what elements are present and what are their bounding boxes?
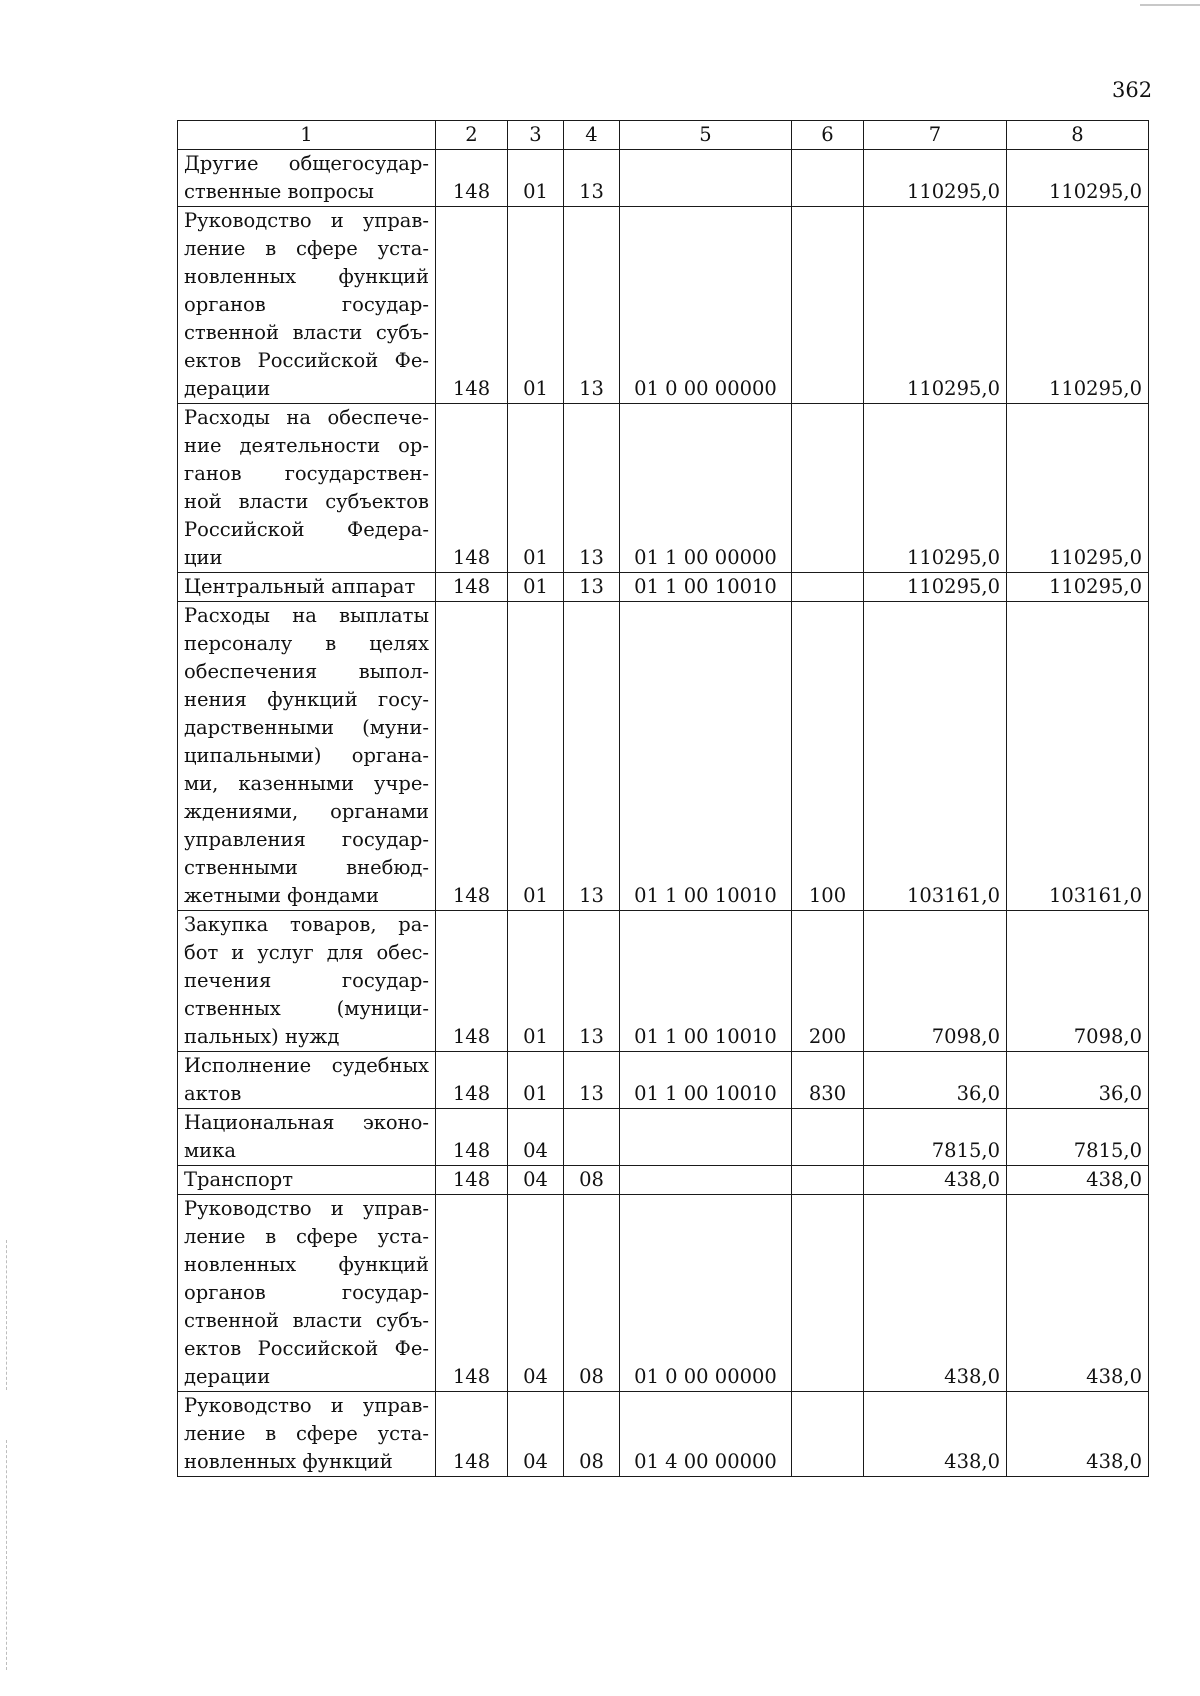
row-name-cell <box>178 573 436 602</box>
column-header-8: 8 <box>1007 121 1149 150</box>
table-row <box>178 911 1149 1052</box>
row-name-line: ственной власти субъ- <box>184 1309 429 1332</box>
row-name-line: ектов Российской Фе- <box>184 349 429 372</box>
target-article-cell: 01 0 00 00000 <box>620 1195 792 1392</box>
row-name-line: Расходы на обеспече- <box>184 406 429 429</box>
scan-edge-mark <box>6 1440 9 1670</box>
amount-cell-8: 103161,0 <box>1007 602 1149 911</box>
row-name-cell <box>178 1166 436 1195</box>
section-code-cell: 04 <box>508 1195 564 1392</box>
section-code-cell: 01 <box>508 404 564 573</box>
row-name-line: Транспорт <box>184 1168 294 1191</box>
amount-cell-8: 7815,0 <box>1007 1109 1149 1166</box>
expense-type-cell: 830 <box>792 1052 864 1109</box>
amount-cell-7: 103161,0 <box>864 602 1007 911</box>
row-name-line: ние деятельности ор- <box>184 434 429 457</box>
expense-type-cell <box>792 1195 864 1392</box>
column-header-7: 7 <box>864 121 1007 150</box>
amount-cell-7: 110295,0 <box>864 150 1007 207</box>
section-code-cell: 01 <box>508 602 564 911</box>
table-row <box>178 150 1149 207</box>
subsection-code-cell: 08 <box>564 1166 620 1195</box>
amount-cell-8: 110295,0 <box>1007 207 1149 404</box>
section-code-cell: 01 <box>508 911 564 1052</box>
amount-cell-8: 110295,0 <box>1007 150 1149 207</box>
page-number: 362 <box>1112 78 1153 102</box>
ministry-code-cell: 148 <box>436 1109 508 1166</box>
row-name-line: управления государ- <box>184 828 429 851</box>
row-name-cell <box>178 911 436 1052</box>
column-header-2: 2 <box>436 121 508 150</box>
row-name-cell <box>178 150 436 207</box>
row-name-line: Руководство и управ- <box>184 209 429 232</box>
subsection-code-cell: 13 <box>564 404 620 573</box>
row-name-line: Руководство и управ- <box>184 1197 429 1220</box>
amount-cell-7: 110295,0 <box>864 573 1007 602</box>
amount-cell-8: 438,0 <box>1007 1392 1149 1477</box>
subsection-code-cell: 08 <box>564 1195 620 1392</box>
ministry-code-cell: 148 <box>436 150 508 207</box>
amount-cell-7: 7098,0 <box>864 911 1007 1052</box>
column-header-6: 6 <box>792 121 864 150</box>
expense-type-cell <box>792 1166 864 1195</box>
row-name-line: органов государ- <box>184 1281 429 1304</box>
table-body <box>178 150 1149 1477</box>
amount-cell-7: 110295,0 <box>864 207 1007 404</box>
amount-cell-8: 7098,0 <box>1007 911 1149 1052</box>
row-name-line: ственных (муници- <box>184 997 429 1020</box>
row-name-line: Руководство и управ- <box>184 1394 429 1417</box>
budget-table <box>177 120 1149 1477</box>
target-article-cell <box>620 150 792 207</box>
section-code-cell: 01 <box>508 573 564 602</box>
ministry-code-cell: 148 <box>436 573 508 602</box>
subsection-code-cell: 13 <box>564 150 620 207</box>
row-name-line: Исполнение судебных <box>184 1054 429 1077</box>
row-name-line: ганов государствен- <box>184 462 429 485</box>
table-row <box>178 602 1149 911</box>
column-header-3: 3 <box>508 121 564 150</box>
ministry-code-cell: 148 <box>436 207 508 404</box>
row-name-line: Расходы на выплаты <box>184 604 429 627</box>
row-name-line: обеспечения выпол- <box>184 660 429 683</box>
row-name-line: дарственными (муни- <box>184 716 429 739</box>
expense-type-cell <box>792 1392 864 1477</box>
row-name-line: ление в сфере уста- <box>184 1422 429 1445</box>
scan-corner-mark <box>1140 4 1200 6</box>
section-code-cell: 04 <box>508 1392 564 1477</box>
row-name-cell <box>178 1109 436 1166</box>
row-name-line: ждениями, органами <box>184 800 429 823</box>
subsection-code-cell: 13 <box>564 573 620 602</box>
row-name-line: ции <box>184 546 223 569</box>
expense-type-cell <box>792 573 864 602</box>
amount-cell-7: 438,0 <box>864 1195 1007 1392</box>
expense-type-cell <box>792 207 864 404</box>
row-name-cell <box>178 207 436 404</box>
ministry-code-cell: 148 <box>436 1052 508 1109</box>
ministry-code-cell: 148 <box>436 404 508 573</box>
target-article-cell <box>620 1166 792 1195</box>
column-header-1: 1 <box>178 121 436 150</box>
row-name-line: новленных функций <box>184 1450 393 1473</box>
column-header-4: 4 <box>564 121 620 150</box>
row-name-line: ственной власти субъ- <box>184 321 429 344</box>
target-article-cell: 01 1 00 10010 <box>620 911 792 1052</box>
table-row <box>178 1052 1149 1109</box>
row-name-line: мика <box>184 1139 236 1162</box>
amount-cell-7: 110295,0 <box>864 404 1007 573</box>
row-name-cell <box>178 404 436 573</box>
expense-type-cell <box>792 1109 864 1166</box>
table-row <box>178 1392 1149 1477</box>
row-name-cell <box>178 1195 436 1392</box>
section-code-cell: 01 <box>508 1052 564 1109</box>
amount-cell-8: 438,0 <box>1007 1195 1149 1392</box>
subsection-code-cell: 08 <box>564 1392 620 1477</box>
subsection-code-cell: 13 <box>564 207 620 404</box>
expense-type-cell <box>792 404 864 573</box>
row-name-cell <box>178 1052 436 1109</box>
row-name-line: печения государ- <box>184 969 429 992</box>
subsection-code-cell: 13 <box>564 911 620 1052</box>
row-name-line: Другие общегосудар- <box>184 152 429 175</box>
row-name-line: бот и услуг для обес- <box>184 941 429 964</box>
table-row <box>178 404 1149 573</box>
row-name-line: Закупка товаров, ра- <box>184 913 429 936</box>
row-name-line: ственными внебюд- <box>184 856 429 879</box>
header-row <box>178 121 1149 150</box>
row-name-cell <box>178 602 436 911</box>
amount-cell-8: 438,0 <box>1007 1166 1149 1195</box>
table-row <box>178 573 1149 602</box>
row-name-line: Национальная эконо- <box>184 1111 429 1134</box>
section-code-cell: 04 <box>508 1109 564 1166</box>
table-row <box>178 1109 1149 1166</box>
row-name-line: нения функций госу- <box>184 688 429 711</box>
row-name-line: ми, казенными учре- <box>184 772 429 795</box>
row-name-line: пальных) нужд <box>184 1025 340 1048</box>
row-name-cell <box>178 1392 436 1477</box>
target-article-cell: 01 1 00 10010 <box>620 1052 792 1109</box>
ministry-code-cell: 148 <box>436 1392 508 1477</box>
row-name-line: ление в сфере уста- <box>184 1225 429 1248</box>
row-name-line: дерации <box>184 1365 271 1388</box>
table-row <box>178 1195 1149 1392</box>
row-name-line: органов государ- <box>184 293 429 316</box>
subsection-code-cell: 13 <box>564 602 620 911</box>
column-header-5: 5 <box>620 121 792 150</box>
subsection-code-cell: 13 <box>564 1052 620 1109</box>
target-article-cell: 01 4 00 00000 <box>620 1392 792 1477</box>
row-name-line: ление в сфере уста- <box>184 237 429 260</box>
subsection-code-cell <box>564 1109 620 1166</box>
section-code-cell: 04 <box>508 1166 564 1195</box>
expense-type-cell: 100 <box>792 602 864 911</box>
row-name-line: Центральный аппарат <box>184 575 416 598</box>
table-row <box>178 207 1149 404</box>
amount-cell-8: 36,0 <box>1007 1052 1149 1109</box>
amount-cell-7: 438,0 <box>864 1392 1007 1477</box>
ministry-code-cell: 148 <box>436 911 508 1052</box>
row-name-line: жетными фондами <box>184 884 379 907</box>
row-name-line: ципальными) органа- <box>184 744 429 767</box>
row-name-line: актов <box>184 1082 242 1105</box>
amount-cell-7: 36,0 <box>864 1052 1007 1109</box>
section-code-cell: 01 <box>508 150 564 207</box>
target-article-cell: 01 0 00 00000 <box>620 207 792 404</box>
row-name-line: Российской Федера- <box>184 518 429 541</box>
table-row <box>178 1166 1149 1195</box>
amount-cell-7: 7815,0 <box>864 1109 1007 1166</box>
row-name-line: ной власти субъектов <box>184 490 429 513</box>
ministry-code-cell: 148 <box>436 602 508 911</box>
section-code-cell: 01 <box>508 207 564 404</box>
row-name-line: персоналу в целях <box>184 632 429 655</box>
target-article-cell <box>620 1109 792 1166</box>
target-article-cell: 01 1 00 00000 <box>620 404 792 573</box>
scan-edge-mark <box>6 1240 9 1390</box>
row-name-line: дерации <box>184 377 271 400</box>
ministry-code-cell: 148 <box>436 1195 508 1392</box>
expense-type-cell <box>792 150 864 207</box>
expense-type-cell: 200 <box>792 911 864 1052</box>
target-article-cell: 01 1 00 10010 <box>620 602 792 911</box>
ministry-code-cell: 148 <box>436 1166 508 1195</box>
row-name-line: новленных функций <box>184 265 429 288</box>
amount-cell-8: 110295,0 <box>1007 404 1149 573</box>
amount-cell-7: 438,0 <box>864 1166 1007 1195</box>
row-name-line: новленных функций <box>184 1253 429 1276</box>
row-name-line: ственные вопросы <box>184 180 374 203</box>
target-article-cell: 01 1 00 10010 <box>620 573 792 602</box>
row-name-line: ектов Российской Фе- <box>184 1337 429 1360</box>
amount-cell-8: 110295,0 <box>1007 573 1149 602</box>
